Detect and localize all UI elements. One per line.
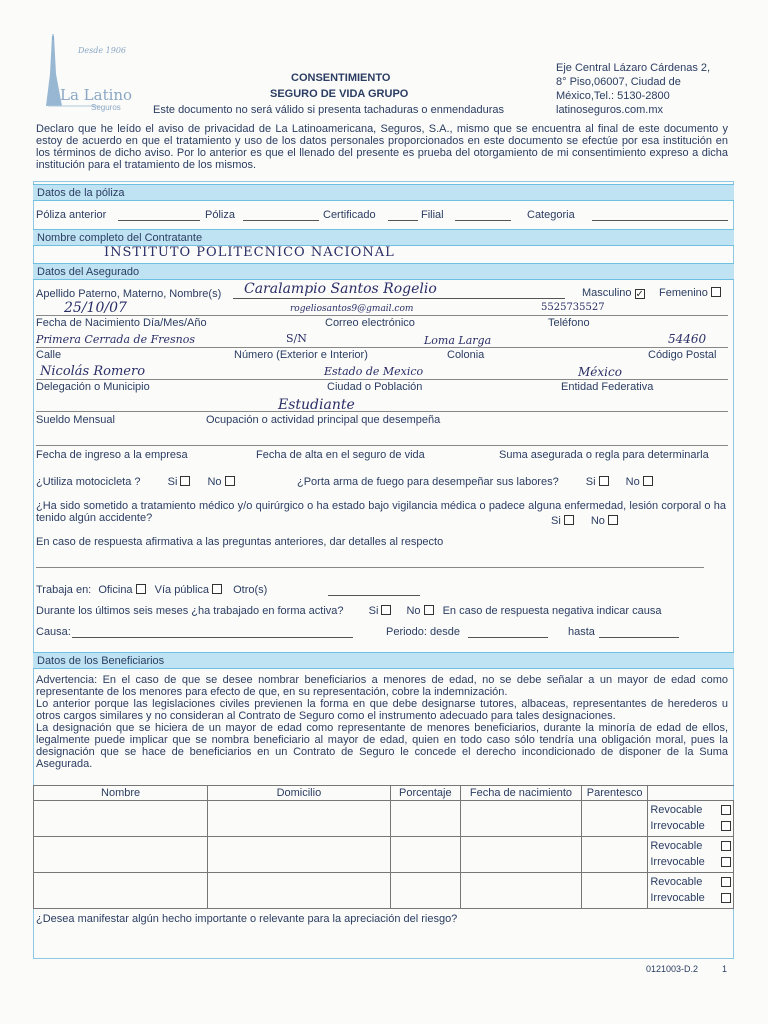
nombre-line: [233, 298, 565, 299]
field-categoria[interactable]: [592, 220, 728, 221]
designacion-text: La designación que se hiciera de un mayor de edad como representante de menores beneficiarios, durante la minoría de edad de ellos, legalmente puede implicar que se nombra beneficiario al mayor de edad, quien en todo caso sólo tendría una obligación moral, pues la designación que se hace de beneficiarios en un Contrato de Seguro le concede el derecho incondicionado de disponer de la Suma Asegurada.: [36, 722, 728, 770]
question-moto: ¿Utiliza motocicleta ? Si No: [36, 476, 235, 488]
field-filial[interactable]: [455, 220, 511, 221]
irrevocable-checkbox[interactable]: [721, 821, 731, 831]
beneficiaries-table: [33, 785, 734, 909]
arma-si-checkbox[interactable]: [599, 476, 609, 486]
causa-line[interactable]: [72, 637, 353, 638]
label-delegacion: Delegación o Municipio: [36, 381, 150, 393]
privacy-consent-text: Declaro que he leído el aviso de privacidad de La Latinoamericana, Seguros, S.A., mismo que se encuentra al final de este documento y estoy de acuerdo en que el tratamiento y uso de los datos personales proporcionados en este documento se efectúe por esa institución en los términos de dicho aviso. Por lo anterior es que el llenado del presente es prueba del otorgamiento de mi consentimiento expreso a dicha institución para el tratamiento de los mismos.: [36, 123, 728, 171]
colonia-value[interactable]: Loma Larga: [424, 334, 492, 347]
label-categoria: Categoria: [527, 209, 575, 221]
section-beneficiarios: Datos de los Beneficiarios: [33, 652, 734, 669]
hasta-line[interactable]: [599, 637, 679, 638]
field-poliza-anterior[interactable]: [118, 220, 200, 221]
calle-line: [36, 347, 728, 348]
address-line-3: México,Tel.: 5130-2800: [556, 90, 670, 102]
label-entidad: Entidad Federativa: [561, 381, 654, 393]
revocable-checkbox[interactable]: [721, 841, 731, 851]
revocable-checkbox[interactable]: [721, 805, 731, 815]
label-hasta: hasta: [568, 626, 595, 638]
label-telefono: Teléfono: [548, 317, 590, 329]
column-domicilio: Domicilio: [208, 786, 390, 801]
contratante-value[interactable]: INSTITUTO POLITECNICO NACIONAL: [104, 245, 395, 260]
label-detalles: En caso de respuesta afirmativa a las preguntas anteriores, dar detalles al respecto: [36, 536, 444, 548]
label-nombre: Apellido Paterno, Materno, Nombre(s): [36, 288, 222, 300]
question-medico: ¿Ha sido sometido a tratamiento médico y/o quirúrgico o ha estado bajo vigilancia médica o padece alguna enfermedad, lesión corporal o ha tenido algún accidente?: [36, 500, 726, 524]
field-certificado[interactable]: [388, 220, 418, 221]
question-activa: Durante los últimos seis meses ¿ha trabajado en forma activa? Si No En caso de respuesta negativa indicar causa: [36, 605, 662, 617]
label-ocupacion: Ocupación o actividad principal que desempeña: [206, 414, 441, 426]
activa-no-checkbox[interactable]: [424, 605, 434, 615]
field-poliza[interactable]: [243, 220, 319, 221]
label-poliza: Póliza: [205, 209, 235, 221]
document-subtitle: SEGURO DE VIDA GRUPO: [270, 88, 409, 100]
label-colonia: Colonia: [447, 349, 485, 361]
revocability-options: Revocable Irrevocable: [648, 801, 734, 837]
label-calle: Calle: [36, 349, 62, 361]
revocability-options: Revocable Irrevocable: [648, 837, 734, 873]
document-title: CONSENTIMIENTO: [291, 72, 391, 84]
moto-no-checkbox[interactable]: [225, 476, 235, 486]
masculino-checkbox[interactable]: [635, 289, 645, 299]
label-suma: Suma asegurada o regla para determinarla: [499, 449, 709, 461]
medico-si-checkbox[interactable]: [564, 515, 574, 525]
section-asegurado: Datos del Asegurado: [33, 263, 734, 280]
section-contratante: Nombre completo del Contratante: [33, 229, 734, 246]
address-line-2: 8° Piso,06007, Ciudad de: [556, 76, 681, 88]
label-causa: Causa:: [36, 626, 71, 638]
column-fecha-nacimiento: Fecha de nacimiento: [461, 786, 582, 801]
question-arma: ¿Porta arma de fuego para desempeñar sus labores? Si No: [297, 476, 653, 488]
femenino-checkbox[interactable]: [711, 287, 721, 297]
label-poliza-anterior: Póliza anterior: [36, 209, 107, 221]
label-alta: Fecha de alta en el seguro de vida: [256, 449, 425, 461]
label-cp: Código Postal: [648, 349, 717, 361]
numero-value[interactable]: S/N: [286, 332, 307, 345]
hecho-relevante-field[interactable]: [36, 928, 728, 956]
ciudad-value[interactable]: Estado de Mexico: [324, 365, 424, 378]
section-poliza: Datos de la póliza: [33, 184, 734, 201]
label-ingreso: Fecha de ingreso a la empresa: [36, 449, 188, 461]
column-porcentaje: Porcentaje: [390, 786, 461, 801]
label-masculino: Masculino✓: [582, 287, 645, 299]
revocability-options: Revocable Irrevocable: [648, 873, 734, 909]
address-line-1: Eje Central Lázaro Cárdenas 2,: [556, 62, 711, 74]
sueldo-line: [36, 411, 728, 412]
table-row: [34, 837, 734, 873]
logo-sub: Seguros: [91, 103, 121, 112]
logo-tagline: Desde 1906: [78, 46, 127, 55]
irrevocable-checkbox[interactable]: [721, 857, 731, 867]
table-header-row: [34, 786, 734, 801]
calle-value[interactable]: Primera Cerrada de Fresnos: [36, 333, 195, 346]
delegacion-value[interactable]: Nicolás Romero: [40, 364, 146, 379]
label-hecho-relevante: ¿Desea manifestar algún hecho importante o relevante para la apreciación del riesgo?: [36, 913, 458, 925]
irrevocable-checkbox[interactable]: [721, 893, 731, 903]
logo-brand: La Latino: [60, 86, 133, 104]
validity-notice: Este documento no será válido si presenta tachaduras o enmendaduras: [153, 104, 504, 116]
legislacion-text: Lo anterior porque las legislaciones civiles previenen la forma en que debe designarse tutores, albaceas, representantes de herederos u otros cargos similares y no consideran al Contrato de Seguro como el instrumento adecuado para tales designaciones.: [36, 698, 728, 722]
ocupacion-value[interactable]: Estudiante: [278, 397, 355, 413]
periodo-line[interactable]: [468, 637, 548, 638]
delegacion-line: [36, 379, 728, 380]
question-trabaja: Trabaja en: Oficina Vía pública Otro(s): [36, 584, 268, 596]
telefono-value[interactable]: 5525735527: [541, 302, 605, 313]
oficina-checkbox[interactable]: [136, 584, 146, 594]
label-periodo: Periodo: desde: [386, 626, 460, 638]
website-link[interactable]: latinoseguros.com.mx: [556, 104, 663, 116]
medico-no-checkbox[interactable]: [608, 515, 618, 525]
label-certificado: Certificado: [323, 209, 376, 221]
label-numero: Número (Exterior e Interior): [234, 349, 368, 361]
nombre-value[interactable]: Caralampio Santos Rogelio: [244, 281, 437, 297]
column-parentesco: Parentesco: [581, 786, 647, 801]
column-nombre: Nombre: [34, 786, 208, 801]
label-ciudad: Ciudad o Población: [327, 381, 423, 393]
revocable-checkbox[interactable]: [721, 877, 731, 887]
label-fecha: Fecha de Nacimiento Día/Mes/Año: [36, 317, 207, 329]
moto-si-checkbox[interactable]: [180, 476, 190, 486]
arma-no-checkbox[interactable]: [643, 476, 653, 486]
otros-line[interactable]: [328, 595, 420, 596]
cp-value[interactable]: 54460: [668, 332, 707, 346]
medico-answers: Si No: [551, 515, 618, 527]
form-code: 0121003-D.2: [646, 964, 699, 974]
entidad-value[interactable]: México: [578, 365, 622, 379]
label-correo: Correo electrónico: [325, 317, 415, 329]
activa-si-checkbox[interactable]: [381, 605, 391, 615]
table-row: [34, 873, 734, 909]
table-row: [34, 801, 734, 837]
page-number: 1: [722, 964, 728, 974]
detalles-line[interactable]: [36, 567, 704, 568]
ingreso-line: [36, 445, 728, 446]
advertencia-text: Advertencia: En el caso de que se desee nombrar beneficiarios a menores de edad, no se debe señalar a un mayor de edad como representante de los menores para efecto de que, en su representación, cobre la indemnización.: [36, 674, 728, 698]
fecha-value[interactable]: 25/10/07: [64, 300, 127, 316]
label-sueldo: Sueldo Mensual: [36, 414, 115, 426]
label-filial: Filial: [421, 209, 444, 221]
fecha-line: [36, 315, 728, 316]
label-femenino: Femenino: [659, 287, 721, 299]
correo-value[interactable]: rogeliosantos9@gmail.com: [290, 304, 414, 314]
via-publica-checkbox[interactable]: [212, 584, 222, 594]
